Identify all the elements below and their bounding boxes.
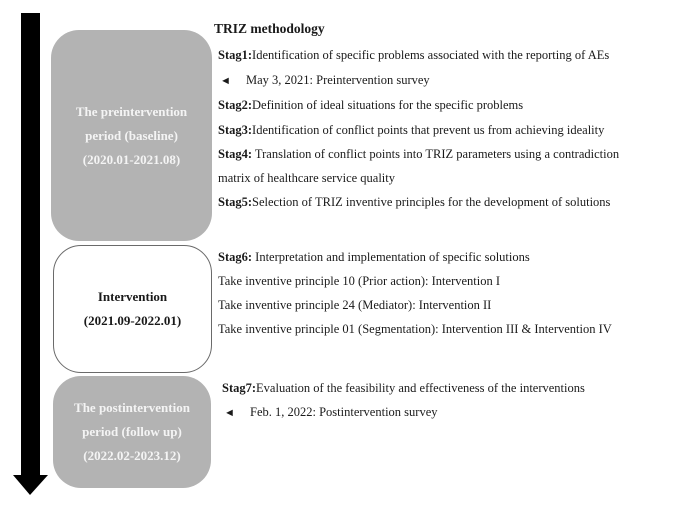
- stage-2: [218, 98, 523, 113]
- left-triangle-icon: ◄: [220, 75, 231, 87]
- phase-date-range: (2020.01-2021.08): [82, 151, 181, 167]
- principle-item: Take inventive principle 01 (Segmentation): Intervention III & Intervention IV: [218, 322, 612, 336]
- stage-label: Stag3:: [218, 123, 253, 137]
- phase-label-line: Intervention: [97, 289, 168, 304]
- stage-text: Identification of specific problems associated with the reporting of AEs: [252, 48, 610, 62]
- phase-date-range: (2022.02-2023.12): [83, 448, 181, 463]
- principle-item: Take inventive principle 24 (Mediator): Intervention II: [218, 298, 492, 312]
- stage-label: Stag6:: [218, 250, 253, 264]
- stage-label: Stag2:: [218, 98, 253, 112]
- stage-label: Stag7:: [222, 381, 257, 395]
- preintervention-survey: [220, 73, 430, 88]
- stage-5: [218, 195, 610, 210]
- phase-label-line: period (baseline): [85, 127, 178, 143]
- stage-text: Identification of conflict points that prevent us from achieving ideality: [252, 123, 605, 137]
- postintervention-survey: [224, 405, 438, 420]
- left-triangle-icon: ◄: [224, 407, 235, 419]
- stage-7: [222, 381, 585, 396]
- phase-label-line: The postintervention: [74, 400, 190, 415]
- stage-text: Evaluation of the feasibility and effectiveness of the interventions: [256, 381, 585, 395]
- stage-text: Definition of ideal situations for the specific problems: [252, 98, 524, 112]
- stage-text: Selection of TRIZ inventive principles for the development of solutions: [252, 195, 611, 209]
- stage-label: Stag5:: [218, 195, 253, 209]
- survey-text: May 3, 2021: Preintervention survey: [246, 73, 430, 87]
- timeline-arrow-down-icon: [13, 475, 48, 495]
- stage-label: Stag4:: [218, 147, 253, 161]
- stage-6: [218, 250, 530, 265]
- stage-4-continuation: matrix of healthcare service quality: [218, 171, 396, 185]
- stage-4: [218, 147, 619, 162]
- phase-box-preintervention: [51, 30, 212, 241]
- stage-label: Stag1:: [218, 48, 253, 62]
- stage-3: [218, 123, 604, 138]
- principle-item: Take inventive principle 10 (Prior action): Intervention I: [218, 274, 501, 288]
- timeline-arrow-shaft: [21, 13, 40, 476]
- phase-box-postintervention: [53, 376, 211, 488]
- phase-date-range: (2021.09-2022.01): [83, 313, 182, 328]
- phase-label-line: period (follow up): [82, 424, 182, 439]
- phase-box-intervention: [53, 245, 212, 373]
- stage-text: Translation of conflict points into TRIZ parameters using a contradiction: [252, 147, 620, 161]
- diagram-title: TRIZ methodology: [214, 21, 325, 36]
- stage-1: [218, 48, 609, 63]
- stage-text: Interpretation and implementation of specific solutions: [252, 250, 530, 264]
- phase-label-line: The preintervention: [75, 103, 188, 119]
- survey-text: Feb. 1, 2022: Postintervention survey: [250, 405, 438, 419]
